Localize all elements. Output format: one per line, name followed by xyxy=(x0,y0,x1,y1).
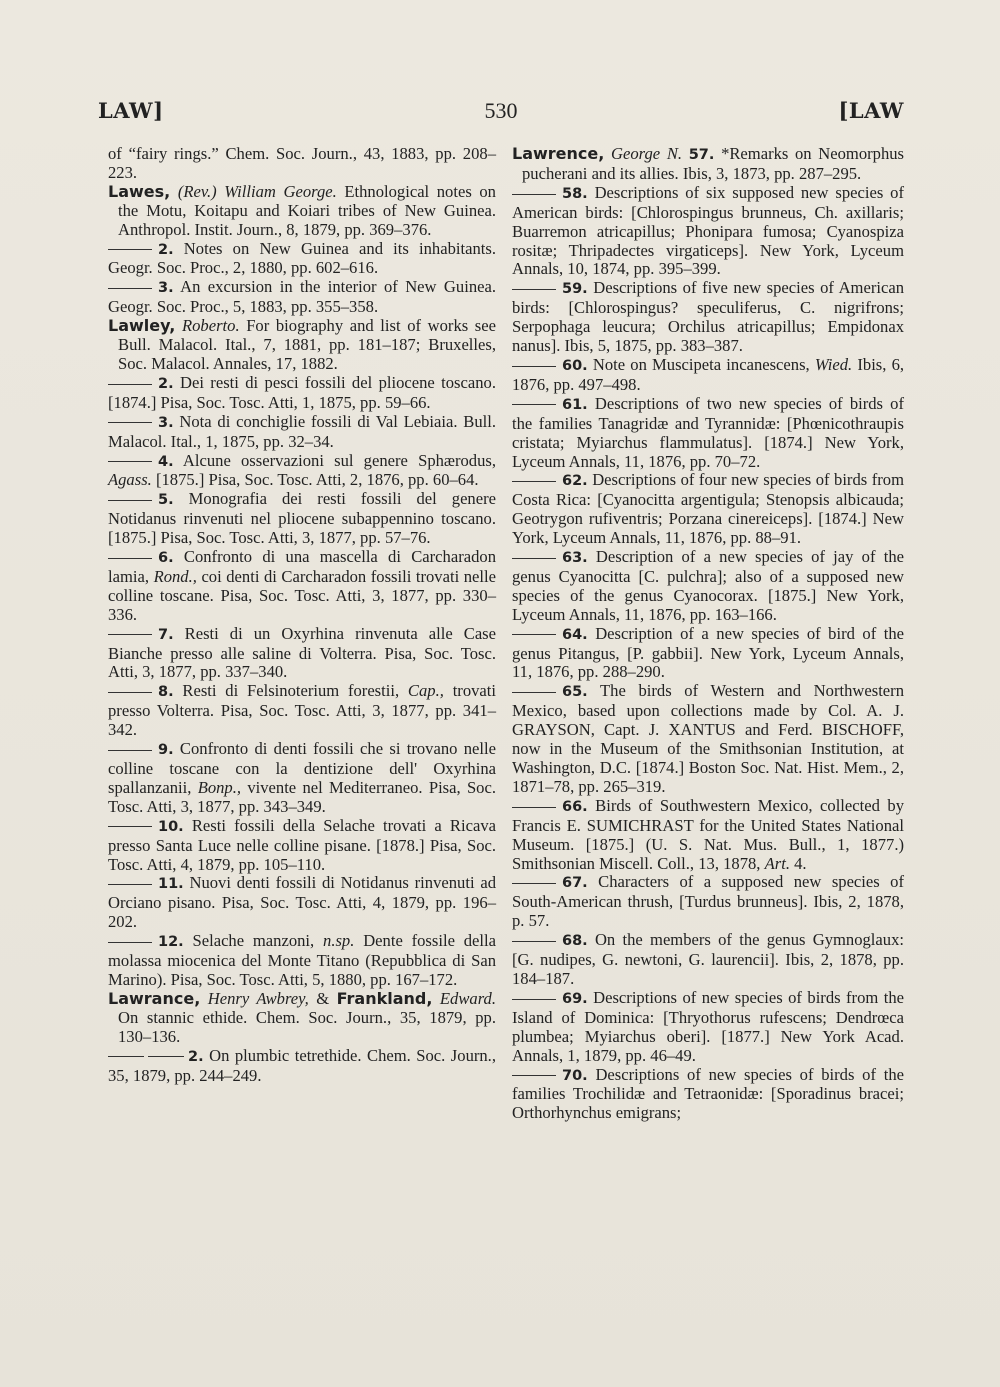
sub-entry: 58. Descriptions of six supposed new species of American birds: [Chlorospingus brunneus, Ch. axillaris; Buarremon atricapillus; Phonipara fumosa; Cyanospiza rositæ; Thripadectes virgaticeps]. New York, Lyceum Annals, 10, 1874, pp. 395–399. xyxy=(512,182,904,279)
sub-entry: 61. Descriptions of two new species of birds of the families Tanagridæ and Tyrannidæ: [Phœnicothraupis cristata; Myiarchus flammulatus]. [1874.] New York, Lyceum Annals, 11, 1876, pp. 70–72. xyxy=(512,393,904,471)
sub-entry: 70. Descriptions of new species of birds of the families Trochilidæ and Tetraonidæ: [Sporadinus bracei; Orthorhynchus emigrans; xyxy=(512,1064,904,1123)
sub-entry: 3. Nota di conchiglie fossili di Val Lebiaia. Bull. Malacol. Ital., 1, 1875, pp. 32–34. xyxy=(108,411,496,451)
left-column xyxy=(108,145,496,1085)
sub-entry: 12. Selache manzoni, n.sp. Dente fossile della molassa miocenica del Monte Titano (Repubblica di San Marino). Pisa, Soc. Tosc. Atti, 5, 1880, pp. 167–172. xyxy=(108,931,496,989)
sub-entry: 11. Nuovi denti fossili di Notidanus rinvenuti ad Orciano pisano. Pisa, Soc. Tosc. Atti, 4, 1879, pp. 196–202. xyxy=(108,873,496,932)
sub-entry: 62. Descriptions of four new species of birds from Costa Rica: [Cyanocitta argentigula; Stenopsis albicauda; Geotrygon rufiventris; Porzana cinereiceps]. [1874.] New York, Lyceum Annals, 11, 1876, pp. 88–91. xyxy=(512,470,904,548)
page-number: 530 xyxy=(484,98,518,123)
header-right-guide: [LAW xyxy=(838,98,904,123)
continued-entry: of “fairy rings.” Chem. Soc. Journ., 43, 1883, pp. 208–223. xyxy=(108,144,496,182)
sub-entry: 63. Description of a new species of jay of the genus Cyanocitta [C. pulchra]; also of a supposed new species of the genus Cyanocorax. [1875.] New York, Lyceum Annals, 11, 1876, pp. 163–166. xyxy=(512,547,904,624)
sub-entry: 68. On the members of the genus Gymnoglaux: [G. nudipes, G. newtoni, G. laurencii]. Ibis, 2, 1878, pp. 184–187. xyxy=(512,930,904,988)
sub-entry: 6. Confronto di una mascella di Carcharadon lamia, Rond., coi denti di Carcharadon fossili trovati nelle colline toscane. Pisa, Soc. Tosc. Atti, 3, 1877, pp. 330–336. xyxy=(108,547,496,624)
header-left-guide: LAW] xyxy=(98,98,164,123)
sub-entry: 10. Resti fossili della Selache trovati a Ricava presso Santa Luce nelle colline pisane. [1878.] Pisa, Soc. Tosc. Atti, 4, 1879, pp. 105–110. xyxy=(108,815,496,874)
sub-entry: 65. The birds of Western and Northwestern Mexico, based upon collections made by Col. A. J. GRAYSON, Capt. J. XANTUS and Ferd. BISCHOFF, now in the Museum of the Smithsonian Institution, at Washington, D.C. [1874.] Boston Soc. Nat. Hist. Mem., 2, 1871–78, pp. 265–319. xyxy=(512,681,904,796)
page-header xyxy=(98,98,904,134)
right-column xyxy=(512,145,904,1123)
sub-entry: 66. Birds of Southwestern Mexico, collected by Francis E. SUMICHRAST for the United States National Museum. [1875.] (U. S. Nat. Mus. Bull., 1, 1877.) Smithsonian Miscell. Coll., 13, 1878, Art. 4. xyxy=(512,795,904,873)
sub-entry: 60. Note on Muscipeta incanescens, Wied. Ibis, 6, 1876, pp. 497–498. xyxy=(512,354,905,394)
sub-entry: 67. Characters of a supposed new species of South-American thrush, [Turdus brunneus]. Ibis, 2, 1878, p. 57. xyxy=(512,872,904,931)
sub-entry: 2. Dei resti di pesci fossili del pliocene toscano. [1874.] Pisa, Soc. Tosc. Atti, 1, 1875, pp. 59–66. xyxy=(108,372,496,412)
sub-entry: 64. Description of a new species of bird of the genus Pitangus, [P. gabbii]. New York, Lyceum Annals, 11, 1876, pp. 288–290. xyxy=(512,623,904,682)
sub-entry: 3. An excursion in the interior of New Guinea. Geogr. Soc. Proc., 5, 1883, pp. 355–358. xyxy=(108,277,497,317)
author-entry-lawes: Lawes, (Rev.) William George. Ethnological notes on the Motu, Koitapu and Koiari tribes of New Guinea. Anthropol. Instit. Journ., 8, 1879, pp. 369–376. xyxy=(108,181,496,239)
sub-entry: 9. Confronto di denti fossili che si trovano nelle colline toscane con la dentizione dell' Oxyrhina spallanzanii, Bonp., vivente nel Mediterraneo. Pisa, Soc. Tosc. Atti, 3, 1877, pp. 343–349. xyxy=(108,739,496,816)
sub-entry: 4. Alcune osservazioni sul genere Sphærodus, Agass. [1875.] Pisa, Soc. Tosc. Atti, 2, 1876, pp. 60–64. xyxy=(108,450,497,490)
author-entry-lawrance: Lawrance, Henry Awbrey, & Frankland, Edward. On stannic ethide. Chem. Soc. Journ., 35, 1879, pp. 130–136. xyxy=(108,988,496,1046)
author-entry-lawrence: Lawrence, George N. 57. *Remarks on Neomorphus pucherani and its allies. Ibis, 3, 1873, pp. 287–295. xyxy=(512,144,904,183)
sub-entry: 7. Resti di un Oxyrhina rinvenuta alle Case Bianche presso alle saline di Volterra. Pisa, Soc. Tosc. Atti, 3, 1877, pp. 337–340. xyxy=(108,623,497,682)
sub-entry: 2. On plumbic tetrethide. Chem. Soc. Journ., 35, 1879, pp. 244–249. xyxy=(108,1045,496,1085)
sub-entry: 59. Descriptions of five new species of American birds: [Chlorospingus? speculiferus, C. nigrifrons; Serpophaga leucura; Orchilus atricapillus; Empidonax nanus]. Ibis, 5, 1875, pp. 383–387. xyxy=(512,278,904,356)
sub-entry: 5. Monografia dei resti fossili del genere Notidanus rinvenuti nel pliocene subappennino toscano. [1875.] Pisa, Soc. Tosc. Atti, 3, 1877, pp. 57–76. xyxy=(108,489,496,548)
sub-entry: 2. Notes on New Guinea and its inhabitants. Geogr. Soc. Proc., 2, 1880, pp. 602–616. xyxy=(108,238,496,278)
sub-entry: 69. Descriptions of new species of birds from the Island of Dominica: [Thryothorus rufescens; Dendrœca plumbea; Myiarchus oberi]. [1877.] New York Acad. Annals, 1, 1879, pp. 46–49. xyxy=(512,987,904,1065)
sub-entry: 8. Resti di Felsinoterium forestii, Cap., trovati presso Volterra. Pisa, Soc. Tosc. Atti, 3, 1877, pp. 341–342. xyxy=(108,681,497,740)
author-entry-lawley: Lawley, Roberto. For biography and list of works see Bull. Malacol. Ital., 7, 1881, pp. 181–187; Bruxelles, Soc. Malacol. Annales, 17, 1882. xyxy=(108,316,496,373)
